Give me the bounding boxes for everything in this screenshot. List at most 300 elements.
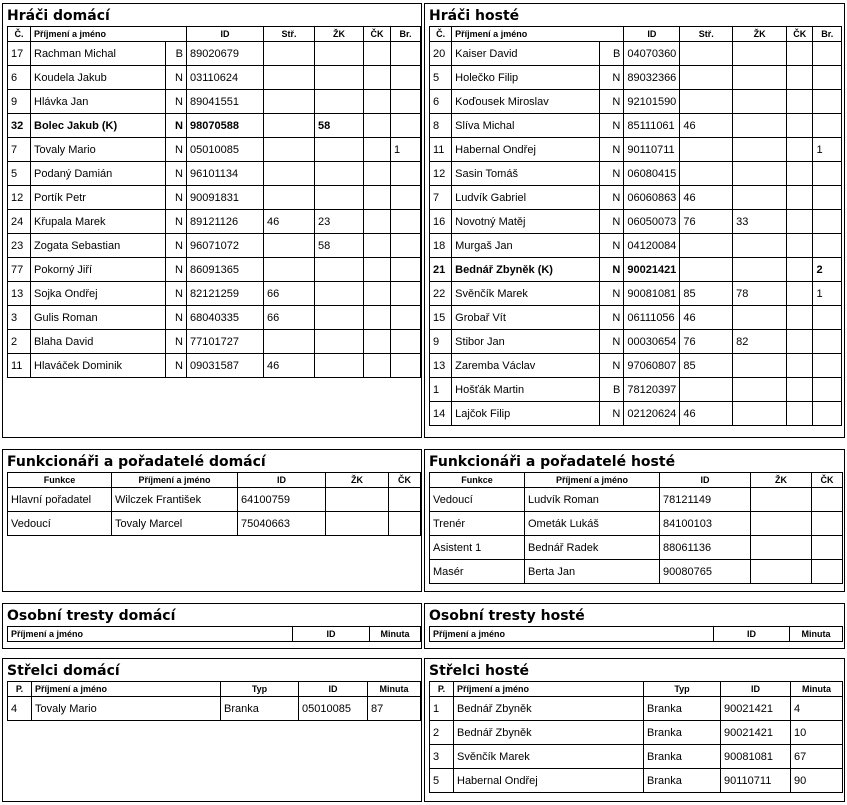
player-row <box>430 378 842 402</box>
empty-cell <box>812 536 843 560</box>
header-name: Příjmení a jméno <box>8 627 293 642</box>
cell-gk <box>813 402 842 426</box>
cell-num: 9 <box>8 90 31 114</box>
cell-name: Habernal Ondřej <box>452 138 600 162</box>
player-row <box>430 402 842 426</box>
cell-yellow <box>315 186 364 210</box>
cell-name: Tovaly Mario <box>31 138 166 162</box>
cell-pos: N <box>166 354 187 378</box>
cell-red <box>364 330 391 354</box>
away-scorers-section <box>424 658 845 802</box>
cell-num: 7 <box>430 186 452 210</box>
cell-goals: 66 <box>264 306 315 330</box>
cell-pos: N <box>600 114 624 138</box>
cell-yellow <box>733 66 787 90</box>
cell-num: 22 <box>430 282 452 306</box>
home-players-header <box>8 27 421 42</box>
cell-goals: 46 <box>680 186 733 210</box>
cell-goals <box>680 234 733 258</box>
cell-pos: N <box>600 282 624 306</box>
cell-red <box>787 402 813 426</box>
cell-goals <box>680 66 733 90</box>
cell-id: 89020679 <box>187 42 264 66</box>
player-row <box>8 186 421 210</box>
cell-red <box>787 66 813 90</box>
cell-name: Koďousek Miroslav <box>452 90 600 114</box>
cell-yellow <box>315 42 364 66</box>
cell-yellow <box>733 114 787 138</box>
cell-id: 68040335 <box>187 306 264 330</box>
cell-pos: N <box>600 138 624 162</box>
cell-pos: N <box>600 162 624 186</box>
home-players-table <box>7 26 421 378</box>
cell-gk <box>391 42 421 66</box>
cell-role: Vedoucí <box>8 512 112 536</box>
cell-num: 8 <box>430 114 452 138</box>
away-players-table <box>429 26 842 426</box>
cell-role: Hlavní pořadatel <box>8 488 112 512</box>
cell-name: Sasin Tomáš <box>452 162 600 186</box>
home-scorers-title: Střelci domácí <box>7 663 120 679</box>
cell-goals: 46 <box>680 306 733 330</box>
cell-red <box>364 90 391 114</box>
cell-gk <box>813 162 842 186</box>
header-order: P. <box>430 682 454 697</box>
empty-cell <box>326 512 389 536</box>
cell-num: 13 <box>430 354 452 378</box>
cell-id: 06111056 <box>624 306 680 330</box>
cell-goals <box>264 42 315 66</box>
cell-yellow <box>315 162 364 186</box>
player-row <box>430 90 842 114</box>
cell-yellow <box>733 378 787 402</box>
cell-id: 64100759 <box>238 488 326 512</box>
cell-num: 1 <box>430 378 452 402</box>
cell-type: Branka <box>644 745 721 769</box>
away-penalties-section <box>424 603 845 649</box>
cell-pos: N <box>166 138 187 162</box>
header-red: ČK <box>787 27 813 42</box>
player-row <box>430 210 842 234</box>
cell-goals <box>680 162 733 186</box>
cell-red <box>787 90 813 114</box>
cell-yellow <box>733 90 787 114</box>
home-scorers-header <box>8 682 421 697</box>
cell-pos: N <box>166 330 187 354</box>
empty-cell <box>751 560 812 584</box>
header-name: Příjmení a jméno <box>430 627 714 642</box>
cell-gk <box>391 66 421 90</box>
cell-goals <box>264 186 315 210</box>
cell-id: 05010085 <box>299 697 368 721</box>
cell-goals <box>264 114 315 138</box>
cell-minute: 10 <box>791 721 843 745</box>
player-row <box>430 234 842 258</box>
header-goals: Stř. <box>264 27 315 42</box>
cell-name: Křupala Marek <box>31 210 166 234</box>
cell-order: 4 <box>8 697 32 721</box>
official-row <box>8 488 421 512</box>
cell-name: Kaiser David <box>452 42 600 66</box>
cell-id: 90110711 <box>624 138 680 162</box>
header-name: Příjmení a jméno <box>454 682 644 697</box>
cell-goals <box>264 138 315 162</box>
cell-minute: 67 <box>791 745 843 769</box>
cell-id: 04120084 <box>624 234 680 258</box>
cell-yellow <box>733 354 787 378</box>
cell-gk <box>391 234 421 258</box>
cell-yellow <box>315 138 364 162</box>
cell-name: Wilczek František <box>112 488 238 512</box>
cell-num: 11 <box>8 354 31 378</box>
cell-id: 86091365 <box>187 258 264 282</box>
cell-name: Bednář Zbyněk <box>454 697 644 721</box>
cell-num: 17 <box>8 42 31 66</box>
cell-goals <box>264 162 315 186</box>
player-row <box>430 330 842 354</box>
cell-pos: N <box>600 90 624 114</box>
cell-num: 3 <box>8 306 31 330</box>
header-role: Funkce <box>8 473 112 488</box>
header-id: ID <box>299 682 368 697</box>
player-row <box>8 114 421 138</box>
cell-order: 5 <box>430 769 454 793</box>
cell-red <box>787 42 813 66</box>
scorer-row <box>430 721 843 745</box>
cell-name: Podaný Damián <box>31 162 166 186</box>
cell-num: 24 <box>8 210 31 234</box>
cell-num: 14 <box>430 402 452 426</box>
cell-id: 04070360 <box>624 42 680 66</box>
cell-type: Branka <box>644 721 721 745</box>
away-officials-section <box>424 449 845 592</box>
home-officials-table <box>7 472 421 536</box>
empty-cell <box>812 512 843 536</box>
away-penalties-header <box>430 627 843 642</box>
cell-name: Gulis Roman <box>31 306 166 330</box>
cell-id: 78121149 <box>660 488 751 512</box>
header-gk: Br. <box>391 27 421 42</box>
header-id: ID <box>624 27 680 42</box>
home-penalties-section <box>2 603 422 649</box>
cell-id: 90021421 <box>721 721 791 745</box>
empty-cell <box>389 512 421 536</box>
player-row <box>430 282 842 306</box>
cell-pos: B <box>600 42 624 66</box>
cell-gk <box>391 330 421 354</box>
cell-red <box>787 162 813 186</box>
home-officials-header <box>8 473 421 488</box>
official-row <box>8 512 421 536</box>
header-id: ID <box>187 27 264 42</box>
header-type: Typ <box>644 682 721 697</box>
cell-yellow <box>733 138 787 162</box>
cell-minute: 4 <box>791 697 843 721</box>
cell-gk <box>391 114 421 138</box>
cell-name: Hlaváček Dominik <box>31 354 166 378</box>
cell-id: 90080765 <box>660 560 751 584</box>
cell-pos: N <box>166 282 187 306</box>
cell-name: Murgaš Jan <box>452 234 600 258</box>
cell-name: Tovaly Mario <box>32 697 221 721</box>
cell-num: 7 <box>8 138 31 162</box>
cell-red <box>787 234 813 258</box>
cell-red <box>787 306 813 330</box>
cell-name: Lajčok Filip <box>452 402 600 426</box>
cell-id: 96071072 <box>187 234 264 258</box>
header-red: ČK <box>812 473 843 488</box>
cell-yellow <box>733 258 787 282</box>
cell-yellow <box>733 42 787 66</box>
player-row <box>8 162 421 186</box>
cell-goals <box>264 258 315 282</box>
cell-goals <box>680 90 733 114</box>
cell-goals: 46 <box>680 402 733 426</box>
cell-gk <box>813 354 842 378</box>
cell-num: 13 <box>8 282 31 306</box>
cell-red <box>364 138 391 162</box>
header-id: ID <box>660 473 751 488</box>
header-goals: Stř. <box>680 27 733 42</box>
cell-name: Ludvík Gabriel <box>452 186 600 210</box>
empty-cell <box>751 536 812 560</box>
cell-gk <box>391 162 421 186</box>
cell-role: Masér <box>430 560 525 584</box>
cell-name: Rachman Michal <box>31 42 166 66</box>
home-penalties-table <box>7 626 421 642</box>
header-minute: Minuta <box>790 627 843 642</box>
cell-goals <box>680 138 733 162</box>
cell-gk <box>813 114 842 138</box>
cell-num: 6 <box>430 90 452 114</box>
header-red: ČK <box>389 473 421 488</box>
header-yellow: ŽK <box>326 473 389 488</box>
cell-num: 5 <box>8 162 31 186</box>
player-row <box>8 330 421 354</box>
cell-gk <box>391 282 421 306</box>
cell-yellow: 33 <box>733 210 787 234</box>
away-scorers-header <box>430 682 843 697</box>
player-row <box>8 90 421 114</box>
empty-cell <box>812 560 843 584</box>
cell-red <box>787 114 813 138</box>
cell-order: 1 <box>430 697 454 721</box>
cell-goals: 66 <box>264 282 315 306</box>
cell-gk <box>813 306 842 330</box>
home-officials-title: Funkcionáři a pořadatelé domácí <box>7 454 266 470</box>
cell-red <box>364 66 391 90</box>
cell-id: 97060807 <box>624 354 680 378</box>
cell-num: 77 <box>8 258 31 282</box>
cell-gk <box>391 186 421 210</box>
official-row <box>430 536 843 560</box>
cell-yellow <box>733 306 787 330</box>
cell-id: 90081081 <box>721 745 791 769</box>
away-scorers-table <box>429 681 843 793</box>
official-row <box>430 488 843 512</box>
cell-pos: B <box>600 378 624 402</box>
cell-gk: 1 <box>813 282 842 306</box>
cell-yellow <box>733 186 787 210</box>
cell-gk <box>391 354 421 378</box>
cell-red <box>364 306 391 330</box>
header-red: ČK <box>364 27 391 42</box>
cell-pos: N <box>166 162 187 186</box>
official-row <box>430 560 843 584</box>
cell-num: 21 <box>430 258 452 282</box>
cell-gk: 1 <box>813 138 842 162</box>
cell-red <box>787 282 813 306</box>
cell-pos: N <box>166 114 187 138</box>
player-row <box>430 114 842 138</box>
cell-role: Vedoucí <box>430 488 525 512</box>
player-row <box>430 186 842 210</box>
cell-pos: N <box>166 90 187 114</box>
cell-minute: 87 <box>368 697 421 721</box>
empty-cell <box>751 488 812 512</box>
cell-red <box>787 378 813 402</box>
cell-name: Ludvík Roman <box>525 488 660 512</box>
cell-yellow <box>315 282 364 306</box>
cell-red <box>364 114 391 138</box>
header-order: P. <box>8 682 32 697</box>
home-scorers-section <box>2 658 422 802</box>
cell-name: Svěnčík Marek <box>454 745 644 769</box>
player-row <box>8 66 421 90</box>
cell-red <box>364 234 391 258</box>
cell-name: Holečko Filip <box>452 66 600 90</box>
cell-name: Bolec Jakub (K) <box>31 114 166 138</box>
cell-name: Bednář Zbyněk <box>454 721 644 745</box>
cell-red <box>364 258 391 282</box>
cell-red <box>787 138 813 162</box>
cell-red <box>787 258 813 282</box>
away-players-header <box>430 27 842 42</box>
cell-gk <box>813 186 842 210</box>
player-row <box>8 138 421 162</box>
player-row <box>430 138 842 162</box>
cell-goals <box>264 90 315 114</box>
away-penalties-table <box>429 626 843 642</box>
official-row <box>430 512 843 536</box>
cell-id: 89121126 <box>187 210 264 234</box>
scorer-row <box>430 697 843 721</box>
cell-num: 23 <box>8 234 31 258</box>
cell-name: Sojka Ondřej <box>31 282 166 306</box>
away-officials-title: Funkcionáři a pořadatelé hosté <box>429 454 676 470</box>
header-yellow: ŽK <box>733 27 787 42</box>
cell-id: 84100103 <box>660 512 751 536</box>
cell-num: 18 <box>430 234 452 258</box>
cell-red <box>364 282 391 306</box>
cell-gk <box>391 90 421 114</box>
cell-red <box>787 354 813 378</box>
cell-id: 96101134 <box>187 162 264 186</box>
cell-name: Bednář Radek <box>525 536 660 560</box>
cell-gk <box>813 210 842 234</box>
cell-id: 89032366 <box>624 66 680 90</box>
cell-order: 3 <box>430 745 454 769</box>
cell-yellow: 78 <box>733 282 787 306</box>
cell-minute: 90 <box>791 769 843 793</box>
player-row <box>430 66 842 90</box>
cell-yellow <box>315 66 364 90</box>
cell-yellow <box>733 162 787 186</box>
header-name: Příjmení a jméno <box>452 27 624 42</box>
cell-red <box>787 186 813 210</box>
cell-name: Tovaly Marcel <box>112 512 238 536</box>
away-players-title: Hráči hosté <box>429 8 520 24</box>
cell-name: Grobař Vít <box>452 306 600 330</box>
player-row <box>8 258 421 282</box>
scorer-row <box>430 745 843 769</box>
cell-num: 6 <box>8 66 31 90</box>
cell-name: Berta Jan <box>525 560 660 584</box>
cell-gk: 1 <box>391 138 421 162</box>
player-row <box>8 42 421 66</box>
cell-id: 09031587 <box>187 354 264 378</box>
cell-pos: N <box>166 186 187 210</box>
cell-yellow <box>315 354 364 378</box>
player-row <box>430 354 842 378</box>
home-players-section <box>2 3 422 438</box>
cell-gk <box>391 258 421 282</box>
empty-cell <box>751 512 812 536</box>
cell-red <box>364 186 391 210</box>
cell-gk <box>813 90 842 114</box>
player-row <box>430 42 842 66</box>
cell-id: 98070588 <box>187 114 264 138</box>
cell-pos: N <box>600 234 624 258</box>
cell-pos: N <box>600 354 624 378</box>
cell-goals <box>264 66 315 90</box>
cell-num: 15 <box>430 306 452 330</box>
cell-name: Zogata Sebastian <box>31 234 166 258</box>
cell-yellow <box>315 258 364 282</box>
cell-goals: 46 <box>264 354 315 378</box>
cell-name: Novotný Matěj <box>452 210 600 234</box>
away-officials-table <box>429 472 843 584</box>
cell-yellow <box>315 306 364 330</box>
cell-gk: 2 <box>813 258 842 282</box>
cell-gk <box>391 210 421 234</box>
cell-num: 20 <box>430 42 452 66</box>
cell-num: 9 <box>430 330 452 354</box>
cell-id: 75040663 <box>238 512 326 536</box>
cell-num: 12 <box>430 162 452 186</box>
cell-name: Slíva Michal <box>452 114 600 138</box>
header-yellow: ŽK <box>315 27 364 42</box>
home-players-title: Hráči domácí <box>7 8 110 24</box>
cell-id: 89041551 <box>187 90 264 114</box>
cell-name: Habernal Ondřej <box>454 769 644 793</box>
cell-goals <box>680 378 733 402</box>
cell-name: Koudela Jakub <box>31 66 166 90</box>
cell-type: Branka <box>221 697 299 721</box>
cell-pos: N <box>166 210 187 234</box>
away-players-section <box>424 3 845 438</box>
cell-goals: 46 <box>680 114 733 138</box>
scorer-row <box>8 697 421 721</box>
cell-type: Branka <box>644 697 721 721</box>
header-id: ID <box>721 682 791 697</box>
header-id: ID <box>238 473 326 488</box>
cell-gk <box>813 378 842 402</box>
header-num: Č. <box>430 27 452 42</box>
header-name: Příjmení a jméno <box>31 27 187 42</box>
player-row <box>8 306 421 330</box>
cell-gk <box>813 66 842 90</box>
